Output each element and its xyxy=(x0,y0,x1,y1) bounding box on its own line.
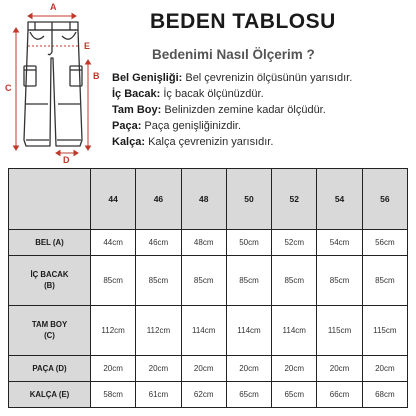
definition-item xyxy=(112,134,412,150)
table-cell: 20cm xyxy=(136,355,181,381)
definition-item xyxy=(112,102,412,118)
table-row xyxy=(9,229,408,255)
row-label xyxy=(9,355,91,381)
table-cell: 58cm xyxy=(91,381,136,407)
definition-text: Bel çevrenizin ölçüsünün yarısıdır. xyxy=(182,72,353,84)
definition-text: İç bacak ölçünüzdür. xyxy=(160,88,264,100)
row-label-line: KALÇA (E) xyxy=(29,389,70,399)
label-c: C xyxy=(5,83,12,93)
table-row xyxy=(9,355,408,381)
row-label xyxy=(9,229,91,255)
table-cell: 112cm xyxy=(136,305,181,355)
table-cell: 20cm xyxy=(317,355,362,381)
size-table xyxy=(8,168,408,408)
page-title: BEDEN TABLOSU xyxy=(150,10,336,33)
label-e: E xyxy=(84,41,91,51)
table-cell: 85cm xyxy=(91,255,136,305)
table-cell: 114cm xyxy=(181,305,226,355)
table-cell: 52cm xyxy=(272,229,317,255)
table-cell: 66cm xyxy=(317,381,362,407)
table-header-row xyxy=(9,169,408,230)
table-cell: 50cm xyxy=(226,229,271,255)
size-header: 50 xyxy=(226,169,271,230)
table-cell: 85cm xyxy=(226,255,271,305)
table-cell: 44cm xyxy=(91,229,136,255)
definition-key: Kalça: xyxy=(112,136,146,148)
table-cell: 85cm xyxy=(136,255,181,305)
table-cell: 114cm xyxy=(272,305,317,355)
definition-key: Bel Genişliği: xyxy=(112,72,183,84)
definition-text: Belinizden zemine kadar ölçüdür. xyxy=(161,104,326,116)
table-row xyxy=(9,305,408,355)
row-label-line: (B) xyxy=(44,281,55,291)
definition-text: Paça genişliğinizdir. xyxy=(141,120,242,132)
definition-item xyxy=(112,70,412,86)
table-cell: 85cm xyxy=(181,255,226,305)
label-b: B xyxy=(93,71,100,81)
table-cell: 54cm xyxy=(317,229,362,255)
size-header: 46 xyxy=(136,169,181,230)
table-cell: 20cm xyxy=(272,355,317,381)
row-label-line: PAÇA (D) xyxy=(32,363,67,373)
table-cell: 20cm xyxy=(91,355,136,381)
size-header: 56 xyxy=(362,169,407,230)
definition-item xyxy=(112,86,412,102)
table-cell: 62cm xyxy=(181,381,226,407)
definition-key: Tam Boy: xyxy=(112,104,162,116)
table-corner-cell xyxy=(9,169,91,230)
size-header: 44 xyxy=(91,169,136,230)
table-cell: 85cm xyxy=(362,255,407,305)
row-label xyxy=(9,255,91,305)
definition-text: Kalça çevrenizin yarısıdır. xyxy=(145,136,274,148)
row-label-line: BEL (A) xyxy=(35,237,64,247)
page-subtitle: Bedenimi Nasıl Ölçerim ? xyxy=(152,47,315,62)
table-row xyxy=(9,255,408,305)
table-cell: 20cm xyxy=(362,355,407,381)
table-cell: 112cm xyxy=(91,305,136,355)
definition-key: İç Bacak: xyxy=(112,88,161,100)
table-cell: 115cm xyxy=(362,305,407,355)
table-row xyxy=(9,381,408,407)
measurement-definitions xyxy=(112,70,412,150)
size-header: 52 xyxy=(272,169,317,230)
size-table-container xyxy=(8,168,408,408)
table-cell: 20cm xyxy=(226,355,271,381)
label-a: A xyxy=(50,2,57,12)
table-cell: 48cm xyxy=(181,229,226,255)
row-label xyxy=(9,305,91,355)
table-cell: 65cm xyxy=(272,381,317,407)
table-cell: 115cm xyxy=(317,305,362,355)
table-cell: 114cm xyxy=(226,305,271,355)
row-label-line: (C) xyxy=(44,331,55,341)
definition-item xyxy=(112,118,412,134)
size-header: 48 xyxy=(181,169,226,230)
table-cell: 61cm xyxy=(136,381,181,407)
pants-measurement-diagram xyxy=(0,0,112,165)
table-cell: 85cm xyxy=(272,255,317,305)
size-header: 54 xyxy=(317,169,362,230)
table-cell: 56cm xyxy=(362,229,407,255)
table-cell: 46cm xyxy=(136,229,181,255)
row-label xyxy=(9,381,91,407)
row-label-line: İÇ BACAK xyxy=(30,270,69,280)
cargo-pants-icon xyxy=(0,0,112,165)
table-cell: 20cm xyxy=(181,355,226,381)
table-cell: 68cm xyxy=(362,381,407,407)
table-cell: 85cm xyxy=(317,255,362,305)
definition-key: Paça: xyxy=(112,120,142,132)
label-d: D xyxy=(63,155,70,165)
table-cell: 65cm xyxy=(226,381,271,407)
row-label-line: TAM BOY xyxy=(31,320,68,330)
